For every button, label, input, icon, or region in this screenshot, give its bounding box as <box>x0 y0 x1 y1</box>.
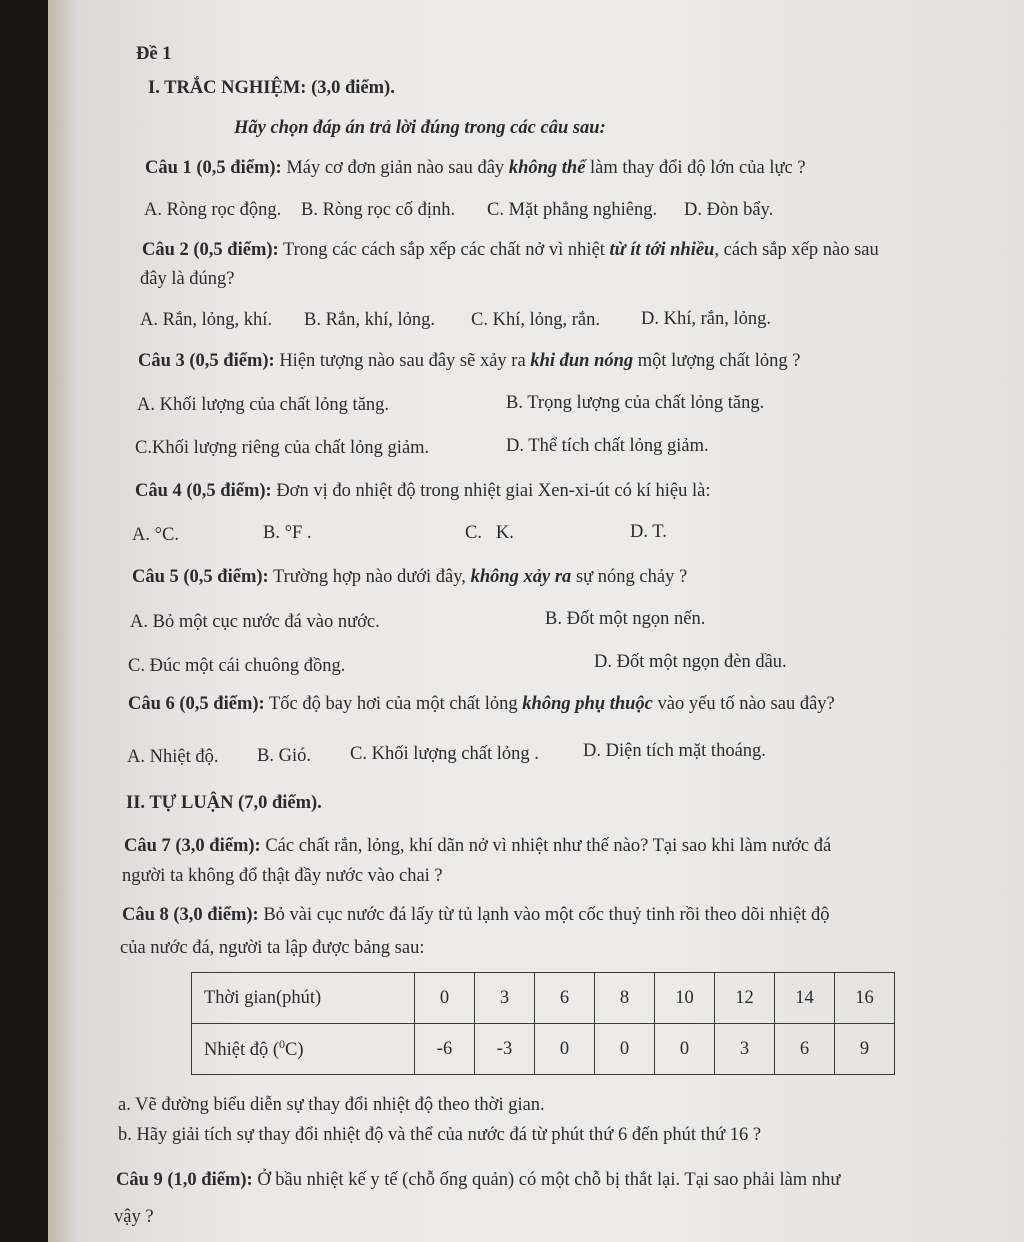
question-label: Câu 7 (3,0 điểm): <box>124 836 261 856</box>
time-cell: 10 <box>655 973 715 1024</box>
q3-option-d: D. Thể tích chất lỏng giảm. <box>506 436 709 456</box>
question-8-part-b: b. Hãy giải tích sự thay đổi nhiệt độ và thể của nước đá từ phút thứ 6 đến phút thứ 16 ? <box>118 1125 762 1145</box>
question-label: Câu 9 (1,0 điểm): <box>116 1170 253 1190</box>
question-2-line-2: đây là đúng? <box>140 269 235 289</box>
q1-option-d: D. Đòn bẩy. <box>684 200 774 220</box>
question-label: Câu 1 (0,5 điểm): <box>145 158 282 178</box>
q4-option-c: C. K. <box>465 523 514 543</box>
question-1: Câu 1 (0,5 điểm): Máy cơ đơn giản nào sau đây không thể làm thay đổi độ lớn của lực ? <box>145 158 806 178</box>
q2-option-a: A. Rắn, lỏng, khí. <box>140 310 273 330</box>
question-8: Câu 8 (3,0 điểm): Bỏ vài cục nước đá lấy từ tủ lạnh vào một cốc thuỷ tinh rồi theo dõi nhiệt độ <box>122 905 830 925</box>
table-row <box>192 1024 895 1075</box>
question-6: Câu 6 (0,5 điểm): Tốc độ bay hơi của một chất lỏng không phụ thuộc vào yếu tố nào sau đây? <box>128 694 835 714</box>
temp-cell: 0 <box>595 1024 655 1075</box>
q3-option-a: A. Khối lượng của chất lỏng tăng. <box>137 395 390 415</box>
q4-option-a: A. °C. <box>132 525 179 545</box>
question-8-part-a: a. Vẽ đường biểu diễn sự thay đổi nhiệt độ theo thời gian. <box>118 1095 545 1115</box>
q1-option-c: C. Mặt phẳng nghiêng. <box>487 200 658 220</box>
time-cell: 3 <box>475 973 535 1024</box>
q5-option-b: B. Đốt một ngọn nến. <box>545 609 706 629</box>
temp-cell: -3 <box>475 1024 535 1075</box>
temp-cell: -6 <box>415 1024 475 1075</box>
temperature-table <box>191 972 895 1075</box>
q2-option-c: C. Khí, lỏng, rắn. <box>471 310 600 330</box>
q5-option-a: A. Bỏ một cục nước đá vào nước. <box>130 612 380 632</box>
q5-option-c: C. Đúc một cái chuông đồng. <box>128 656 346 676</box>
temp-cell: 0 <box>655 1024 715 1075</box>
time-cell: 14 <box>775 973 835 1024</box>
q6-option-d: D. Diện tích mặt thoáng. <box>583 741 766 761</box>
exam-page <box>48 0 1024 1242</box>
table-row <box>192 973 895 1024</box>
q3-option-c: C.Khối lượng riêng của chất lỏng giảm. <box>135 438 430 458</box>
question-8-line-2: của nước đá, người ta lập được bảng sau: <box>120 938 425 958</box>
q2-option-b: B. Rắn, khí, lỏng. <box>304 310 436 330</box>
time-cell: 12 <box>715 973 775 1024</box>
question-4: Câu 4 (0,5 điểm): Đơn vị đo nhiệt độ trong nhiệt giai Xen-xi-út có kí hiệu là: <box>135 481 711 501</box>
temperature-header: Nhiệt độ ($^0$C) <box>192 1024 415 1075</box>
question-label: Câu 6 (0,5 điểm): <box>128 694 265 714</box>
question-label: Câu 5 (0,5 điểm): <box>132 567 269 587</box>
q3-option-b: B. Trọng lượng của chất lỏng tăng. <box>506 393 765 413</box>
q6-option-a: A. Nhiệt độ. <box>127 747 219 767</box>
question-label: Câu 3 (0,5 điểm): <box>138 351 275 371</box>
question-2: Câu 2 (0,5 điểm): Trong các cách sắp xếp các chất nở vì nhiệt từ ít tới nhiều, cách sắp xếp nào sau <box>142 240 879 260</box>
question-label: Câu 4 (0,5 điểm): <box>135 481 272 501</box>
section-2-title: II. TỰ LUẬN (7,0 điểm). <box>126 793 322 813</box>
time-cell: 16 <box>835 973 895 1024</box>
question-9: Câu 9 (1,0 điểm): Ở bầu nhiệt kế y tế (chỗ ống quản) có một chỗ bị thắt lại. Tại sao phải làm như <box>116 1170 841 1190</box>
temp-cell: 0 <box>535 1024 595 1075</box>
question-label: Câu 2 (0,5 điểm): <box>142 240 279 260</box>
time-cell: 8 <box>595 973 655 1024</box>
q2-option-d: D. Khí, rắn, lỏng. <box>641 309 771 329</box>
temp-cell: 3 <box>715 1024 775 1075</box>
time-cell: 0 <box>415 973 475 1024</box>
temp-cell: 9 <box>835 1024 895 1075</box>
q4-option-b: B. °F . <box>263 523 312 543</box>
q5-option-d: D. Đốt một ngọn đèn dầu. <box>594 652 787 672</box>
question-9-line-2: vậy ? <box>114 1207 154 1227</box>
q1-option-a: A. Ròng rọc động. <box>144 200 282 220</box>
question-7: Câu 7 (3,0 điểm): Các chất rắn, lỏng, khí dãn nở vì nhiệt như thế nào? Tại sao khi làm nước đá <box>124 836 832 856</box>
question-5: Câu 5 (0,5 điểm): Trường hợp nào dưới đây, không xảy ra sự nóng chảy ? <box>132 567 688 587</box>
q4-option-d: D. T. <box>630 522 667 542</box>
q6-option-b: B. Gió. <box>257 746 311 766</box>
time-cell: 6 <box>535 973 595 1024</box>
exam-number: Đề 1 <box>136 44 172 64</box>
time-header: Thời gian(phút) <box>192 973 415 1024</box>
instruction: Hãy chọn đáp án trả lời đúng trong các câu sau: <box>234 118 606 138</box>
q6-option-c: C. Khối lượng chất lỏng . <box>350 744 539 764</box>
question-3: Câu 3 (0,5 điểm): Hiện tượng nào sau đây sẽ xảy ra khi đun nóng một lượng chất lỏng ? <box>138 351 801 371</box>
question-label: Câu 8 (3,0 điểm): <box>122 905 259 925</box>
temp-cell: 6 <box>775 1024 835 1075</box>
q1-option-b: B. Ròng rọc cố định. <box>301 200 456 220</box>
section-1-title: I. TRẮC NGHIỆM: (3,0 điểm). <box>148 78 395 98</box>
question-7-line-2: người ta không đổ thật đầy nước vào chai ? <box>122 866 443 886</box>
